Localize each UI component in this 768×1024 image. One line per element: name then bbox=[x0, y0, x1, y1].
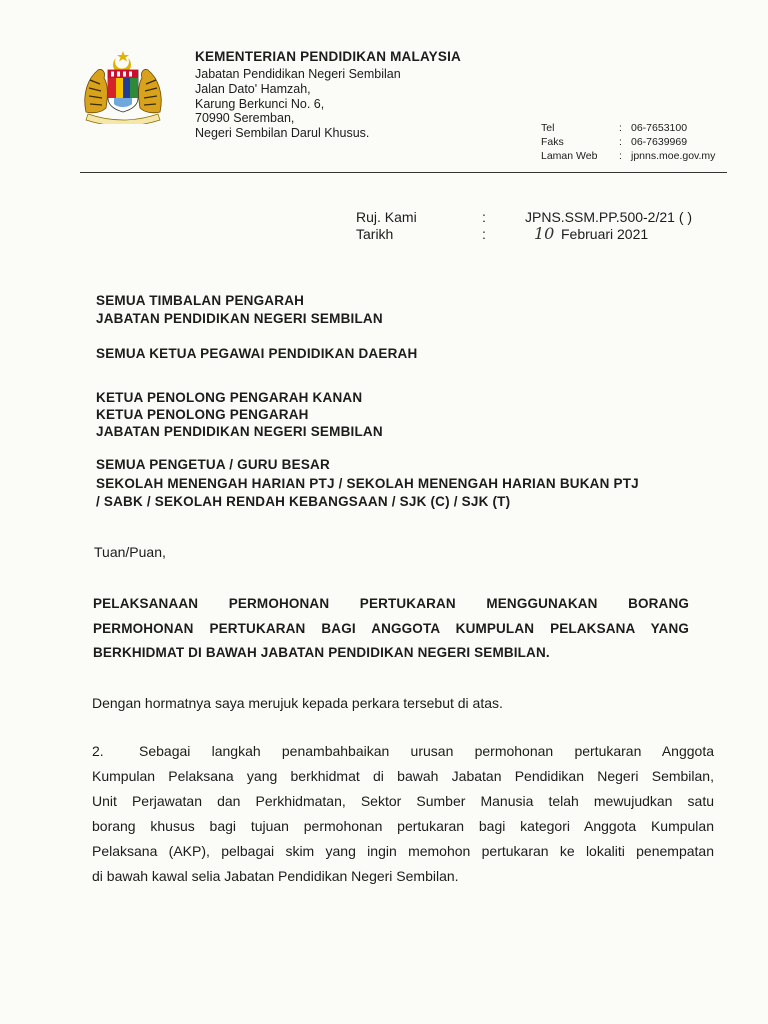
date-colon: : bbox=[482, 226, 486, 242]
address-line-2: Jalan Dato' Hamzah, bbox=[195, 82, 311, 96]
recipient-1-line-1: SEMUA TIMBALAN PENGARAH bbox=[96, 293, 305, 308]
ref-colon: : bbox=[482, 209, 486, 225]
date-label: Tarikh bbox=[356, 226, 394, 242]
paragraph-2-line-6: di bawah kawal selia Jabatan Pendidikan Negeri Sembilan. bbox=[92, 868, 459, 884]
paragraph-2-line-4: borang khusus bagi tujuan permohonan pertukaran bagi kategori Anggota Kumpulan bbox=[92, 818, 714, 834]
header-divider bbox=[80, 172, 727, 173]
tel-value: 06-7653100 bbox=[631, 122, 688, 134]
tel-colon: : bbox=[619, 122, 622, 134]
address-line-1: Jabatan Pendidikan Negeri Sembilan bbox=[195, 67, 401, 81]
recipient-2-line-1: SEMUA KETUA PEGAWAI PENDIDIKAN DAERAH bbox=[96, 346, 418, 361]
malaysia-coat-of-arms-icon bbox=[80, 50, 166, 124]
fax-label: Faks bbox=[541, 136, 564, 148]
recipient-3-line-2: KETUA PENOLONG PENGARAH bbox=[96, 407, 309, 422]
website-value: jpnns.moe.gov.my bbox=[631, 150, 716, 162]
recipient-1-line-2: JABATAN PENDIDIKAN NEGERI SEMBILAN bbox=[96, 311, 383, 326]
salutation: Tuan/Puan, bbox=[94, 544, 166, 560]
recipient-4-line-3: / SABK / SEKOLAH RENDAH KEBANGSAAN / SJK (C) / SJK (T) bbox=[96, 494, 511, 509]
fax-value: 06-7639969 bbox=[631, 136, 688, 148]
website-label: Laman Web bbox=[541, 150, 598, 162]
recipient-3-line-3: JABATAN PENDIDIKAN NEGERI SEMBILAN bbox=[96, 424, 383, 439]
subject-line-3: BERKHIDMAT DI BAWAH JABATAN PENDIDIKAN NEGERI SEMBILAN. bbox=[93, 645, 550, 660]
date-value: Februari 2021 bbox=[561, 226, 649, 242]
paragraph-2-line-1: Sebagai langkah penambahbaikan urusan permohonan pertukaran Anggota bbox=[139, 743, 714, 759]
paragraph-2-line-5: Pelaksana (AKP), pelbagai skim yang ingin memohon pertukaran ke lokaliti penempatan bbox=[92, 843, 714, 859]
ref-label: Ruj. Kami bbox=[356, 209, 417, 225]
paragraph-1: Dengan hormatnya saya merujuk kepada perkara tersebut di atas. bbox=[92, 695, 503, 711]
recipient-4-line-1: SEMUA PENGETUA / GURU BESAR bbox=[96, 457, 330, 472]
paragraph-2-number: 2. bbox=[92, 743, 104, 759]
address-line-5: Negeri Sembilan Darul Khusus. bbox=[195, 126, 370, 140]
recipient-4-line-2: SEKOLAH MENENGAH HARIAN PTJ / SEKOLAH MENENGAH HARIAN BUKAN PTJ bbox=[96, 476, 639, 491]
website-colon: : bbox=[619, 150, 622, 162]
tel-label: Tel bbox=[541, 122, 555, 134]
subject-line-1: PELAKSANAAN PERMOHONAN PERTUKARAN MENGGUNAKAN BORANG bbox=[93, 596, 689, 611]
paragraph-2-line-2: Kumpulan Pelaksana yang berkhidmat di bawah Jabatan Pendidikan Negeri Sembilan, bbox=[92, 768, 714, 784]
recipient-3-line-1: KETUA PENOLONG PENGARAH KANAN bbox=[96, 390, 363, 405]
address-line-3: Karung Berkunci No. 6, bbox=[195, 97, 325, 111]
ministry-name: KEMENTERIAN PENDIDIKAN MALAYSIA bbox=[195, 49, 461, 64]
subject-line-2: PERMOHONAN PERTUKARAN BAGI ANGGOTA KUMPULAN PELAKSANA YANG bbox=[93, 621, 689, 636]
paragraph-2-line-3: Unit Perjawatan dan Perkhidmatan, Sektor Sumber Manusia telah mewujudkan satu bbox=[92, 793, 714, 809]
fax-colon: : bbox=[619, 136, 622, 148]
address-line-4: 70990 Seremban, bbox=[195, 111, 295, 125]
handwritten-day: 10 bbox=[534, 224, 555, 243]
ref-value: JPNS.SSM.PP.500-2/21 ( ) bbox=[525, 209, 693, 225]
